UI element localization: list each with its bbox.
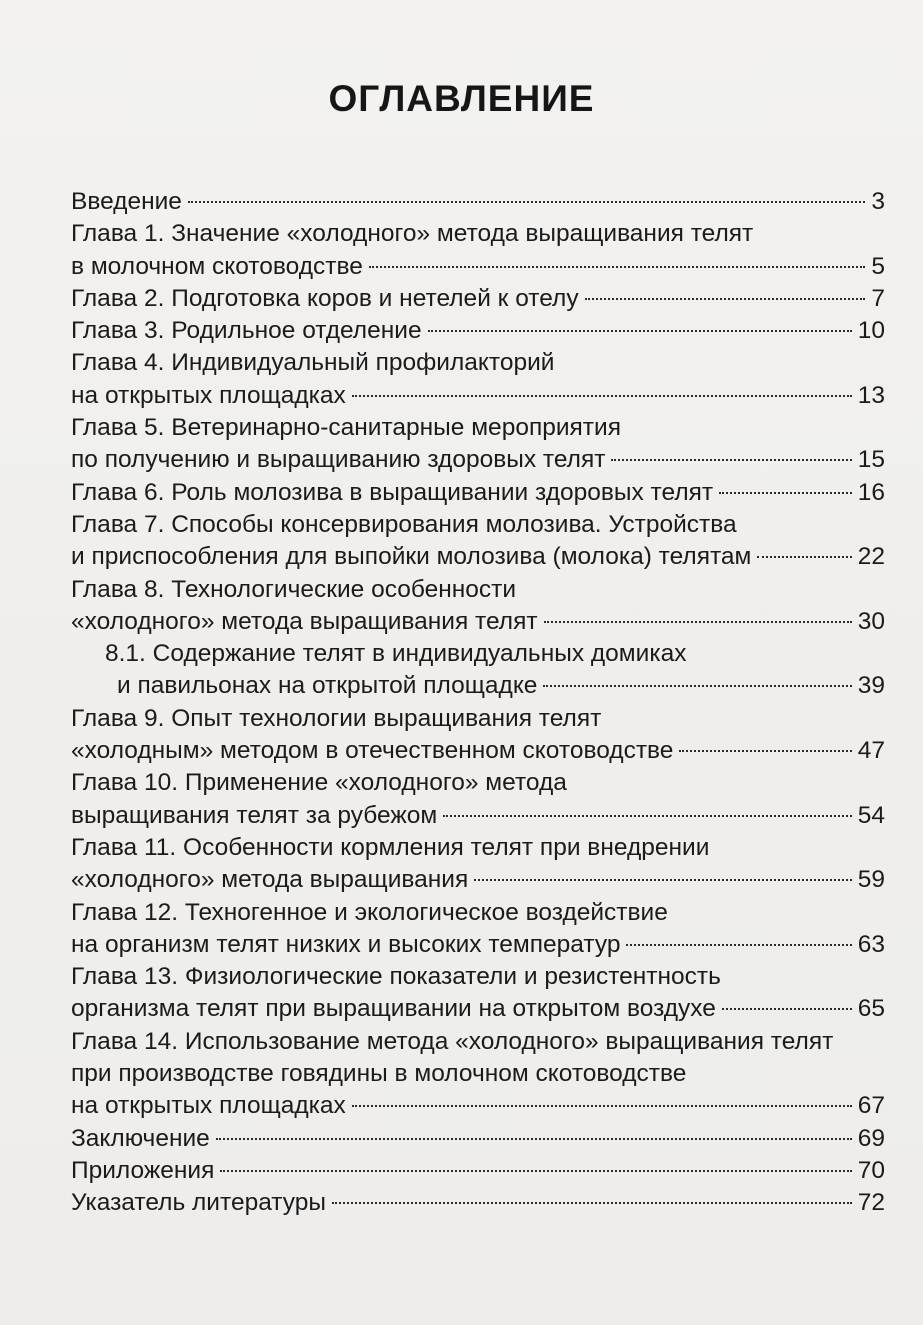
dot-leader bbox=[332, 1202, 852, 1204]
toc-entry-text: на открытых площадках bbox=[71, 1092, 346, 1120]
page-number: 7 bbox=[871, 284, 885, 312]
toc-entry-text: Глава 9. Опыт технологии выращивания телят bbox=[71, 704, 602, 732]
toc-entry-text: «холодного» метода выращивания bbox=[71, 866, 469, 894]
toc-entry-text: организма телят при выращивании на открытом воздухе bbox=[71, 995, 716, 1023]
toc-entry-text: «холодным» методом в отечественном скотоводстве bbox=[71, 737, 674, 765]
dot-leader bbox=[188, 201, 865, 203]
toc-entry bbox=[0, 347, 923, 412]
page-number: 70 bbox=[857, 1156, 885, 1184]
toc-line bbox=[0, 315, 923, 347]
toc-entry-text: Глава 1. Значение «холодного» метода выращивания телят bbox=[71, 220, 754, 248]
toc-entry-text: Глава 5. Ветеринарно-санитарные мероприятия bbox=[71, 414, 621, 442]
page-number: 65 bbox=[857, 995, 885, 1023]
toc-entry-text: по получению и выращиванию здоровых телят bbox=[71, 446, 606, 474]
toc-line bbox=[0, 670, 923, 702]
toc-entry bbox=[0, 574, 923, 639]
toc-line bbox=[0, 800, 923, 832]
toc-line bbox=[0, 477, 923, 509]
toc-line bbox=[0, 897, 923, 929]
toc-line bbox=[0, 864, 923, 896]
page-number: 59 bbox=[857, 866, 885, 894]
toc-entry bbox=[0, 412, 923, 477]
toc-line bbox=[0, 347, 923, 379]
dot-leader bbox=[719, 492, 852, 494]
dot-leader bbox=[611, 459, 851, 461]
toc-entry-text: Глава 6. Роль молозива в выращивании здоровых телят bbox=[71, 478, 714, 506]
toc-entry-text: Глава 3. Родильное отделение bbox=[71, 317, 422, 345]
toc-entry-text: Заключение bbox=[71, 1124, 210, 1152]
toc-line bbox=[0, 993, 923, 1025]
toc-entry bbox=[0, 703, 923, 768]
dot-leader bbox=[757, 556, 851, 558]
page-number: 72 bbox=[857, 1189, 885, 1217]
toc-line bbox=[0, 1155, 923, 1187]
dot-leader bbox=[544, 621, 852, 623]
toc-line bbox=[0, 1090, 923, 1122]
toc-entry-text: в молочном скотоводстве bbox=[71, 252, 363, 280]
dot-leader bbox=[352, 1105, 852, 1107]
toc-entry-text: Глава 12. Техногенное и экологическое воздействие bbox=[71, 898, 668, 926]
page-number: 15 bbox=[857, 446, 885, 474]
toc-entry-text: Глава 13. Физиологические показатели и резистентность bbox=[71, 963, 721, 991]
dot-leader bbox=[369, 266, 866, 268]
dot-leader bbox=[543, 685, 851, 687]
toc-line bbox=[0, 961, 923, 993]
page-number: 63 bbox=[857, 930, 885, 958]
toc-entry bbox=[0, 1155, 923, 1187]
toc-line bbox=[0, 1187, 923, 1219]
dot-leader bbox=[474, 879, 851, 881]
toc-line bbox=[0, 703, 923, 735]
toc-entry bbox=[0, 897, 923, 962]
toc-line bbox=[0, 767, 923, 799]
dot-leader bbox=[352, 395, 852, 397]
page-number: 22 bbox=[857, 543, 885, 571]
toc-entry bbox=[0, 1187, 923, 1219]
toc-entry-text: Глава 10. Применение «холодного» метода bbox=[71, 769, 567, 797]
toc-entry-text: на организм телят низких и высоких температур bbox=[71, 930, 621, 958]
toc-line bbox=[0, 251, 923, 283]
page-number: 47 bbox=[857, 737, 885, 765]
page-number: 16 bbox=[857, 478, 885, 506]
toc-line bbox=[0, 283, 923, 315]
dot-leader bbox=[679, 750, 851, 752]
toc-line bbox=[0, 735, 923, 767]
toc-entry bbox=[0, 186, 923, 218]
dot-leader bbox=[626, 944, 851, 946]
toc-entry bbox=[0, 315, 923, 347]
toc-entry-text: Глава 7. Способы консервирования молозива. Устройства bbox=[71, 510, 737, 538]
toc-subentry bbox=[0, 638, 923, 703]
toc-entry-text: Глава 8. Технологические особенности bbox=[71, 575, 517, 603]
page-number: 5 bbox=[871, 252, 885, 280]
table-of-contents bbox=[0, 186, 923, 1220]
page-title: ОГЛАВЛЕНИЕ bbox=[328, 78, 595, 119]
toc-entry-text: 8.1. Содержание телят в индивидуальных домиках bbox=[105, 640, 687, 668]
toc-line bbox=[0, 509, 923, 541]
toc-line bbox=[0, 380, 923, 412]
toc-entry bbox=[0, 767, 923, 832]
toc-entry bbox=[0, 832, 923, 897]
page-number: 67 bbox=[857, 1092, 885, 1120]
toc-entry-text: Приложения bbox=[71, 1156, 215, 1184]
dot-leader bbox=[220, 1170, 851, 1172]
toc-entry bbox=[0, 283, 923, 315]
toc-entry-text: Глава 2. Подготовка коров и нетелей к отелу bbox=[71, 284, 579, 312]
toc-line bbox=[0, 412, 923, 444]
toc-entry-text: Глава 4. Индивидуальный профилакторий bbox=[71, 349, 555, 377]
toc-line bbox=[0, 218, 923, 250]
toc-entry bbox=[0, 961, 923, 1026]
toc-line bbox=[0, 1123, 923, 1155]
toc-line bbox=[0, 444, 923, 476]
toc-line bbox=[0, 1058, 923, 1090]
toc-line bbox=[0, 186, 923, 218]
toc-entry-text: и приспособления для выпойки молозива (молока) телятам bbox=[71, 543, 752, 571]
dot-leader bbox=[216, 1138, 852, 1140]
toc-entry bbox=[0, 1026, 923, 1123]
toc-entry-text: выращивания телят за рубежом bbox=[71, 801, 438, 829]
toc-entry-text: при производстве говядины в молочном скотоводстве bbox=[71, 1060, 687, 1088]
page-number: 10 bbox=[857, 317, 885, 345]
page-number: 13 bbox=[857, 381, 885, 409]
dot-leader bbox=[722, 1008, 852, 1010]
toc-entry-text: и павильонах на открытой площадке bbox=[117, 672, 538, 700]
toc-line bbox=[0, 832, 923, 864]
toc-entry-text: на открытых площадках bbox=[71, 381, 346, 409]
toc-entry-text: «холодного» метода выращивания телят bbox=[71, 607, 538, 635]
dot-leader bbox=[443, 815, 852, 817]
toc-entry bbox=[0, 1123, 923, 1155]
toc-line bbox=[0, 574, 923, 606]
toc-line bbox=[0, 638, 923, 670]
toc-entry-text: Введение bbox=[71, 188, 182, 215]
page-number: 39 bbox=[857, 672, 885, 700]
page-number: 69 bbox=[857, 1124, 885, 1152]
dot-leader bbox=[428, 330, 852, 332]
dot-leader bbox=[585, 298, 866, 300]
toc-entry-text: Глава 14. Использование метода «холодного» выращивания телят bbox=[71, 1027, 834, 1055]
toc-entry bbox=[0, 218, 923, 283]
toc-line bbox=[0, 541, 923, 573]
toc-entry-text: Указатель литературы bbox=[71, 1189, 326, 1217]
toc-line bbox=[0, 929, 923, 961]
toc-entry-text: Глава 11. Особенности кормления телят при внедрении bbox=[71, 833, 710, 861]
page-number: 54 bbox=[857, 801, 885, 829]
toc-line bbox=[0, 606, 923, 638]
toc-entry bbox=[0, 477, 923, 509]
page-number: 30 bbox=[857, 607, 885, 635]
page-number: 3 bbox=[871, 188, 885, 215]
toc-entry bbox=[0, 509, 923, 574]
toc-line bbox=[0, 1026, 923, 1058]
